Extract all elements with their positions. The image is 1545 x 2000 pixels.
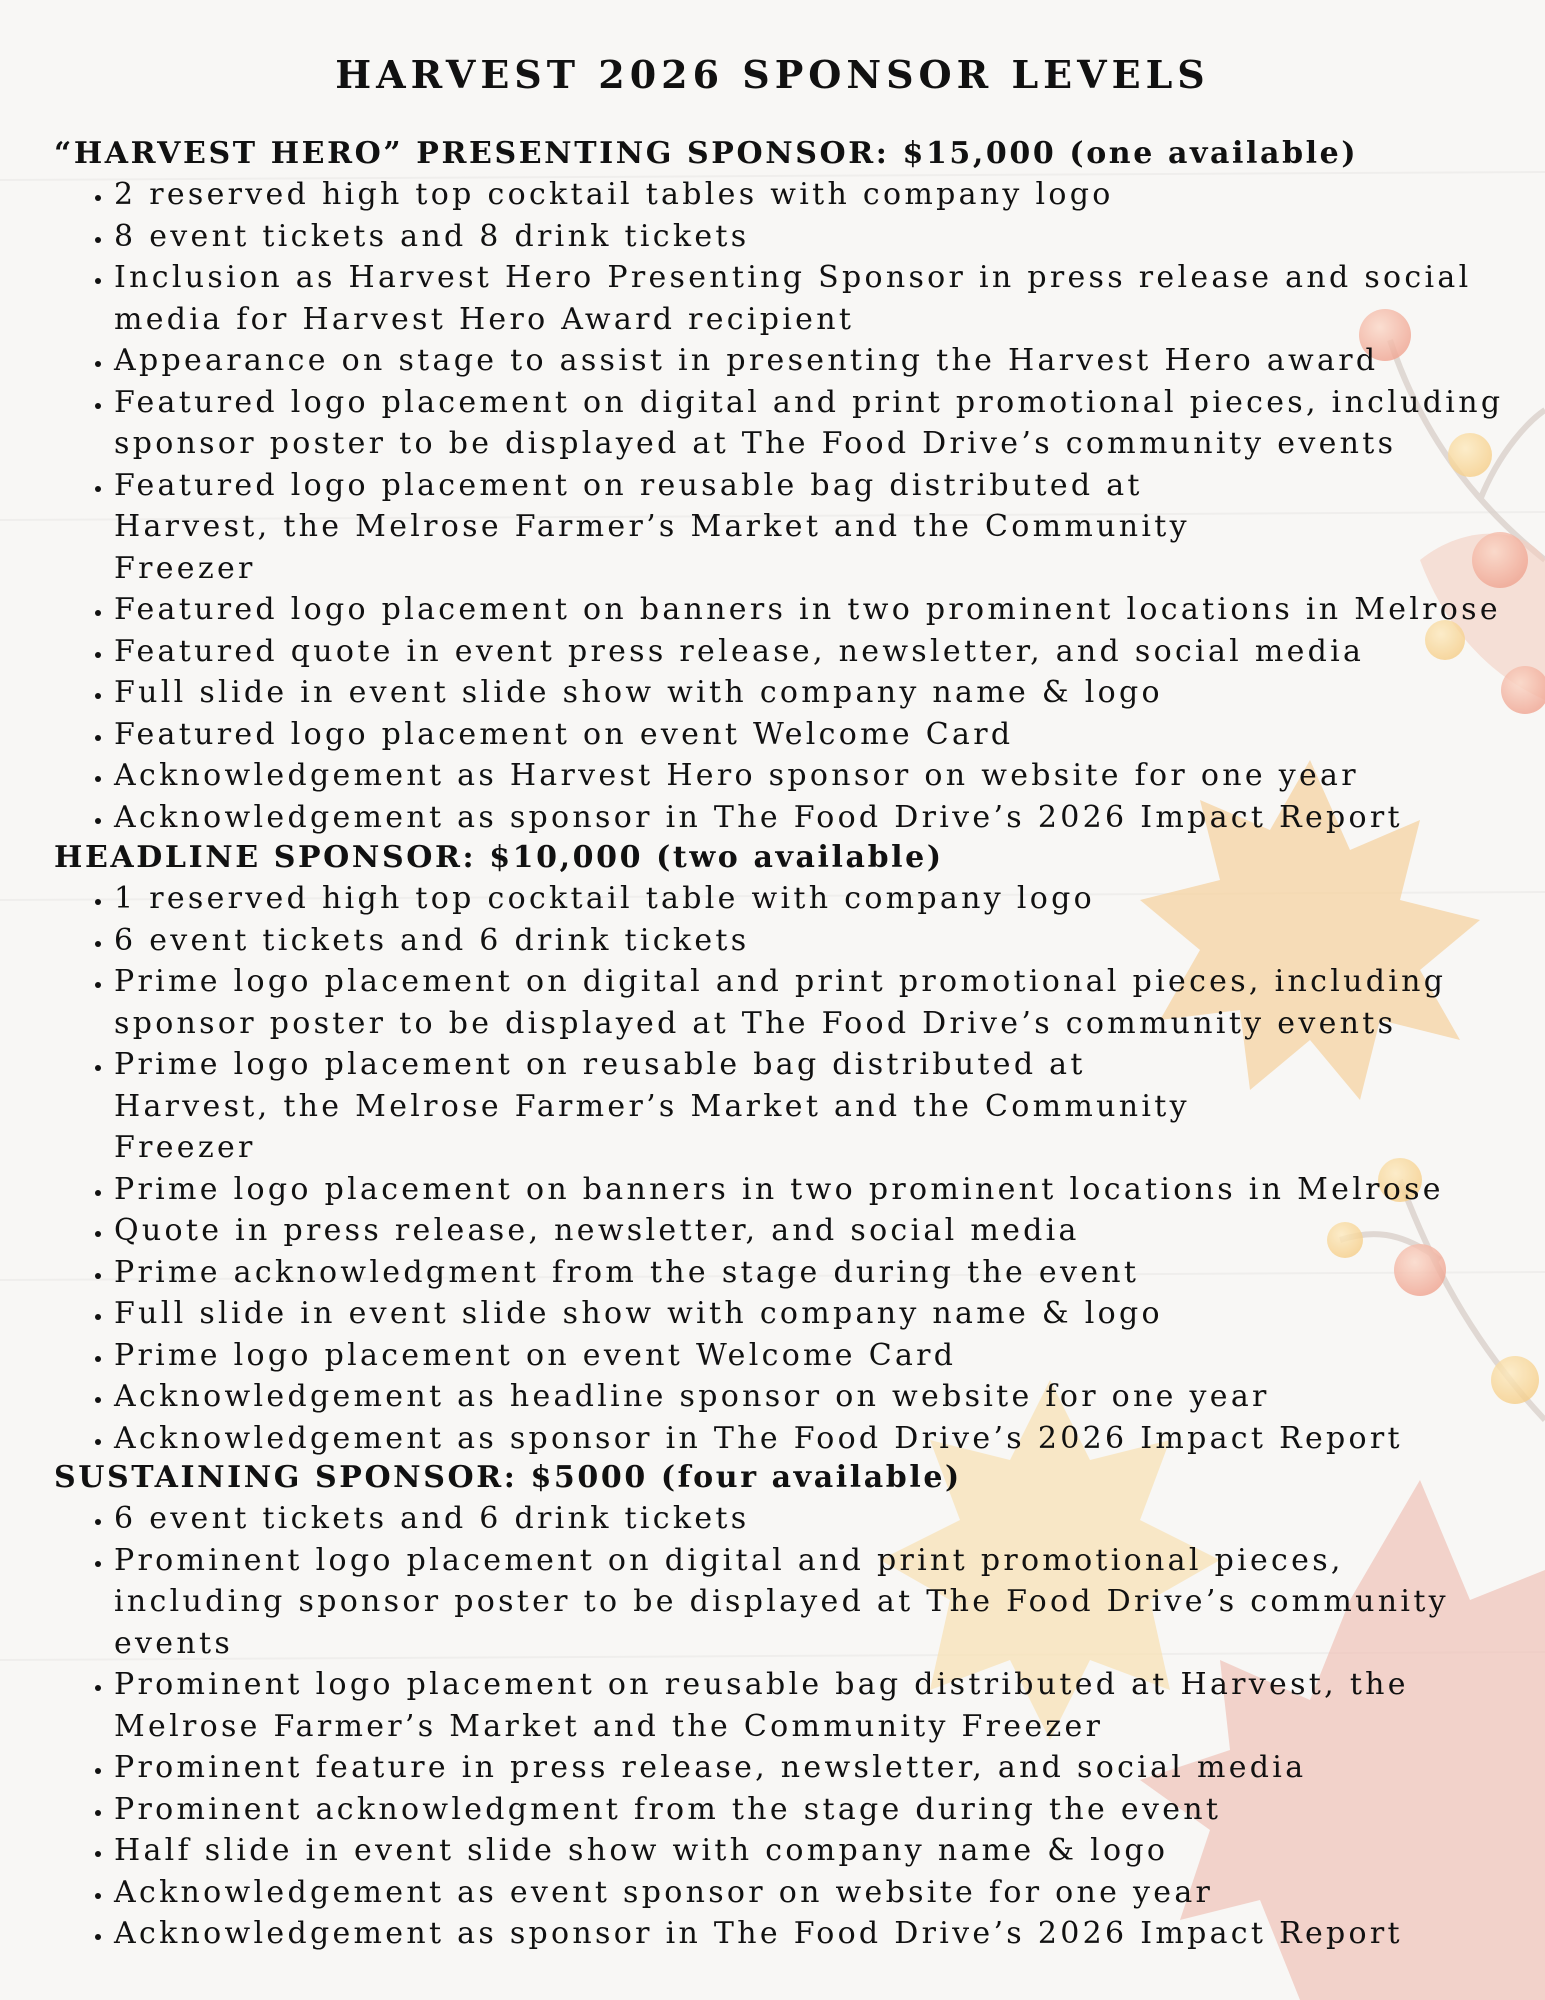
list-item: • Prominent acknowledgment from the stage during the event [114,1789,1514,1831]
list-item: • Acknowledgement as Harvest Hero sponsor on website for one year [114,755,1514,797]
section-heading: SUSTAINING SPONSOR: $5000 (four available) [54,1460,962,1495]
presenting-sponsor-section [54,134,1514,838]
list-item: • Half slide in event slide show with company name & logo [114,1830,1514,1872]
list-item: • Acknowledgement as event sponsor on website for one year [114,1872,1514,1914]
section-heading: “HARVEST HERO” PRESENTING SPONSOR: $15,000 (one available) [54,136,1359,171]
list-item: • 6 event tickets and 6 drink tickets [114,1498,1514,1540]
list-item: • Featured logo placement on banners in two prominent locations in Melrose [114,589,1514,631]
sustaining-sponsor-section [54,1458,1514,1955]
list-item: • Prime acknowledgment from the stage during the event [114,1252,1514,1294]
list-item: • Acknowledgement as sponsor in The Food Drive’s 2026 Impact Report [114,797,1514,839]
list-item: • Full slide in event slide show with company name & logo [114,672,1514,714]
list-item: • Prominent logo placement on digital and print promotional pieces, including sponsor poster to be displayed at The Food Drive’s community events [114,1540,1514,1665]
page-title: HARVEST 2026 SPONSOR LEVELS [335,52,1210,97]
list-item: • Appearance on stage to assist in presenting the Harvest Hero award [114,340,1514,382]
benefits-list [54,174,1514,838]
list-item: • 8 event tickets and 8 drink tickets [114,216,1514,258]
list-item: • Featured logo placement on reusable bag distributed at Harvest, the Melrose Farmer’s Market and the Community Freezer [114,465,1284,590]
list-item: • 2 reserved high top cocktail tables with company logo [114,174,1514,216]
list-item: • Acknowledgement as sponsor in The Food Drive’s 2026 Impact Report [114,1418,1514,1460]
list-item: • 1 reserved high top cocktail table with company logo [114,878,1514,920]
headline-sponsor-section [54,838,1514,1459]
list-item: • Acknowledgement as sponsor in The Food Drive’s 2026 Impact Report [114,1913,1514,1955]
list-item: • Featured logo placement on event Welcome Card [114,714,1514,756]
list-item: • 6 event tickets and 6 drink tickets [114,920,1514,962]
section-heading: HEADLINE SPONSOR: $10,000 (two available) [54,840,944,875]
list-item: • Prominent logo placement on reusable bag distributed at Harvest, the Melrose Farmer’s Market and the Community Freezer [114,1664,1484,1747]
benefits-list [54,878,1514,1459]
list-item: • Prominent feature in press release, newsletter, and social media [114,1747,1514,1789]
benefits-list [54,1498,1514,1955]
list-item: • Prime logo placement on reusable bag distributed at Harvest, the Melrose Farmer’s Market and the Community Freezer [114,1044,1244,1169]
list-item: • Prime logo placement on banners in two prominent locations in Melrose [114,1169,1514,1211]
list-item: • Inclusion as Harvest Hero Presenting Sponsor in press release and social media for Harvest Hero Award recipient [114,257,1484,340]
list-item: • Prime logo placement on event Welcome Card [114,1335,1514,1377]
list-item: • Prime logo placement on digital and print promotional pieces, including sponsor poster to be displayed at The Food Drive’s community events [114,961,1484,1044]
list-item: • Acknowledgement as headline sponsor on website for one year [114,1376,1514,1418]
list-item: • Full slide in event slide show with company name & logo [114,1293,1514,1335]
list-item: • Quote in press release, newsletter, and social media [114,1210,1514,1252]
list-item: • Featured logo placement on digital and print promotional pieces, including sponsor poster to be displayed at The Food Drive’s community events [114,382,1514,465]
list-item: • Featured quote in event press release, newsletter, and social media [114,631,1514,673]
